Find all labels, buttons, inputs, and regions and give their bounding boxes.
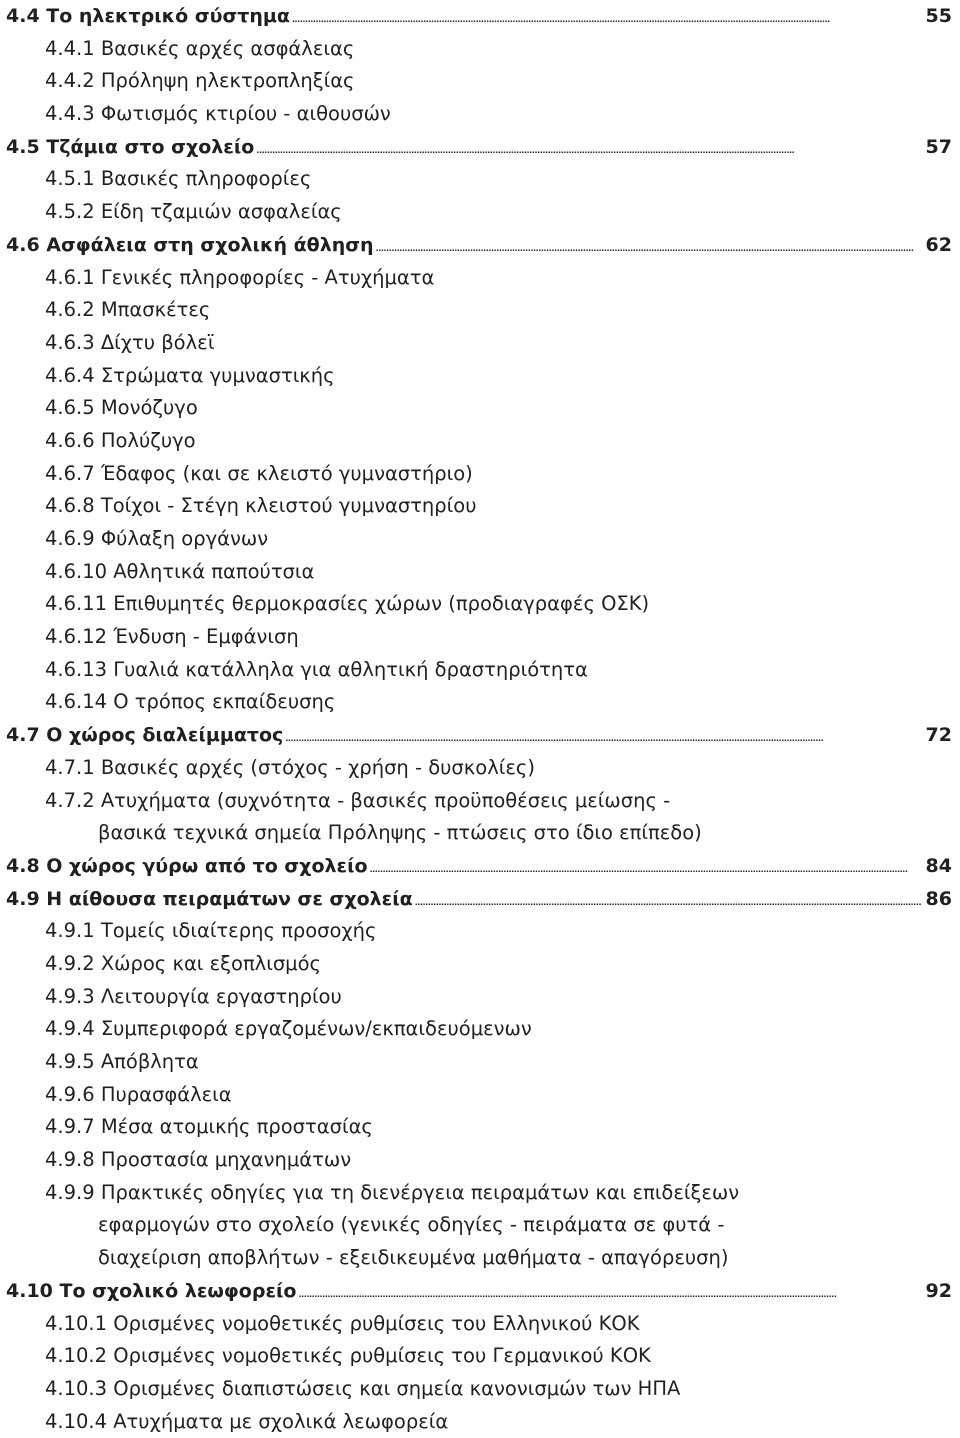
toc-subsection-4-5-2[interactable]: 4.5.2 Είδη τζαμιών ασφαλείας [45,200,342,224]
toc-page-number: 86 [925,887,952,910]
toc-subsection-4-9-1[interactable]: 4.9.1 Τομείς ιδιαίτερης προσοχής [45,919,377,943]
toc-section-4-4[interactable] [0,0,960,33]
toc-subsection-4-5-1[interactable]: 4.5.1 Βασικές πληροφορίες [45,167,312,191]
toc-section-title: 4.7 Ο χώρος διαλείμματος [6,724,284,747]
toc-subsection-4-9-8[interactable]: 4.9.8 Προστασία μηχανημάτων [45,1148,352,1172]
toc-subsection-4-6-13[interactable]: 4.6.13 Γυαλιά κατάλληλα για αθλητική δραστηριότητα [45,657,588,681]
toc-subsection-4-6-12[interactable]: 4.6.12 Ένδυση - Εμφάνιση [45,625,299,649]
dot-leader [292,0,922,37]
toc-subsection-4-9-3[interactable]: 4.9.3 Λειτουργία εργαστηρίου [45,984,342,1008]
toc-page-number: 72 [925,724,952,747]
toc-subsection-4-7-2[interactable]: 4.7.2 Ατυχήματα (συχνότητα - βασικές προϋποθέσεις μείωσης - [45,788,671,812]
toc-subsection-4-10-1[interactable]: 4.10.1 Ορισμένες νομοθετικές ρυθμίσεις του Ελληνικού ΚΟΚ [45,1311,640,1335]
toc-section-4-8[interactable] [0,850,960,883]
toc-subsection-4-7-2-continuation[interactable]: βασικά τεχνικά σημεία Πρόληψης - πτώσεις στο ίδιο επίπεδο) [98,821,702,845]
toc-section-title: 4.8 Ο χώρος γύρω από το σχολείο [6,854,368,877]
toc-subsection-4-6-3[interactable]: 4.6.3 Δίχτυ βόλεϊ [45,330,215,354]
toc-page-number: 55 [925,5,952,27]
toc-section-4-7[interactable] [0,719,960,752]
dot-leader [415,883,922,920]
toc-section-4-10[interactable] [0,1275,960,1308]
toc-section-title: 4.6 Ασφάλεια στη σχολική άθληση [6,233,374,256]
toc-subsection-4-10-2[interactable]: 4.10.2 Ορισμένες νομοθετικές ρυθμίσεις του Γερμανικού ΚΟΚ [45,1344,651,1368]
toc-subsection-4-9-9-continuation-1[interactable]: εφαρμογών στο σχολείο (γενικές οδηγίες - πειράματα σε φυτά - [98,1213,725,1237]
toc-subsection-4-10-3[interactable]: 4.10.3 Ορισμένες διαπιστώσεις και σημεία κανονισμών των ΗΠΑ [45,1376,681,1400]
toc-subsection-4-9-9-continuation-2[interactable]: διαχείριση αποβλήτων - εξειδικευμένα μαθήματα - απαγόρευση) [98,1246,729,1270]
toc-subsection-4-6-4[interactable]: 4.6.4 Στρώματα γυμναστικής [45,363,335,387]
toc-subsection-4-6-2[interactable]: 4.6.2 Μπασκέτες [45,298,211,322]
toc-subsection-4-4-1[interactable]: 4.4.1 Βασικές αρχές ασφάλειας [45,36,355,60]
toc-section-4-9[interactable] [0,883,960,916]
toc-page-number: 57 [925,135,952,158]
dot-leader [285,719,921,756]
toc-subsection-4-4-3[interactable]: 4.4.3 Φωτισμός κτιρίου - αιθουσών [45,102,391,126]
toc-subsection-4-9-6[interactable]: 4.9.6 Πυρασφάλεια [45,1082,232,1106]
toc-subsection-4-9-9[interactable]: 4.9.9 Πρακτικές οδηγίες για τη διενέργεια πειραμάτων και επιδείξεων [45,1180,740,1204]
toc-subsection-4-4-2[interactable]: 4.4.2 Πρόληψη ηλεκτροπληξίας [45,69,355,93]
toc-subsection-4-6-6[interactable]: 4.6.6 Πολύζυγο [45,428,196,452]
toc-page-number: 62 [925,233,952,256]
toc-subsection-4-7-1[interactable]: 4.7.1 Βασικές αρχές (στόχος - χρήση - δυσκολίες) [45,755,535,779]
toc-section-title: 4.10 Το σχολικό λεωφορείο [6,1279,297,1302]
dot-leader [370,850,922,887]
toc-subsection-4-6-10[interactable]: 4.6.10 Αθλητικά παπούτσια [45,559,315,583]
toc-subsection-4-6-8[interactable]: 4.6.8 Τοίχοι - Στέγη κλειστού γυμναστηρίου [45,494,477,518]
toc-subsection-4-6-11[interactable]: 4.6.11 Επιθυμητές θερμοκρασίες χώρων (προδιαγραφές ΟΣΚ) [45,592,650,616]
toc-page-number: 92 [925,1279,952,1302]
toc-subsection-4-9-5[interactable]: 4.9.5 Απόβλητα [45,1050,199,1073]
toc-subsection-4-6-9[interactable]: 4.6.9 Φύλαξη οργάνων [45,527,269,550]
toc-section-4-6[interactable] [0,229,960,262]
toc-section-title: 4.5 Τζάμια στο σχολείο [6,135,255,158]
toc-subsection-4-6-7[interactable]: 4.6.7 Έδαφος (και σε κλειστό γυμναστήριο) [45,461,473,485]
toc-subsection-4-9-4[interactable]: 4.9.4 Συμπεριφορά εργαζομένων/εκπαιδευόμενων [45,1017,532,1041]
toc-subsection-4-6-5[interactable]: 4.6.5 Μονόζυγο [45,396,198,420]
toc-subsection-4-10-4[interactable]: 4.10.4 Ατυχήματα με σχολικά λεωφορεία [45,1409,449,1433]
toc-subsection-4-6-1[interactable]: 4.6.1 Γενικές πληροφορίες - Ατυχήματα [45,265,435,289]
toc-section-4-5[interactable] [0,131,960,164]
toc-subsection-4-6-14[interactable]: 4.6.14 Ο τρόπος εκπαίδευσης [45,690,336,714]
dot-leader [298,1275,921,1312]
toc-subsection-4-9-7[interactable]: 4.9.7 Μέσα ατομικής προστασίας [45,1115,373,1139]
toc-section-title: 4.4 Το ηλεκτρικό σύστημα [6,5,290,27]
toc-section-title: 4.9 Η αίθουσα πειραμάτων σε σχολεία [6,887,413,910]
dot-leader [376,229,922,266]
toc-page-number: 84 [925,854,952,877]
toc-subsection-4-9-2[interactable]: 4.9.2 Χώρος και εξοπλισμός [45,951,321,975]
dot-leader [256,131,921,168]
